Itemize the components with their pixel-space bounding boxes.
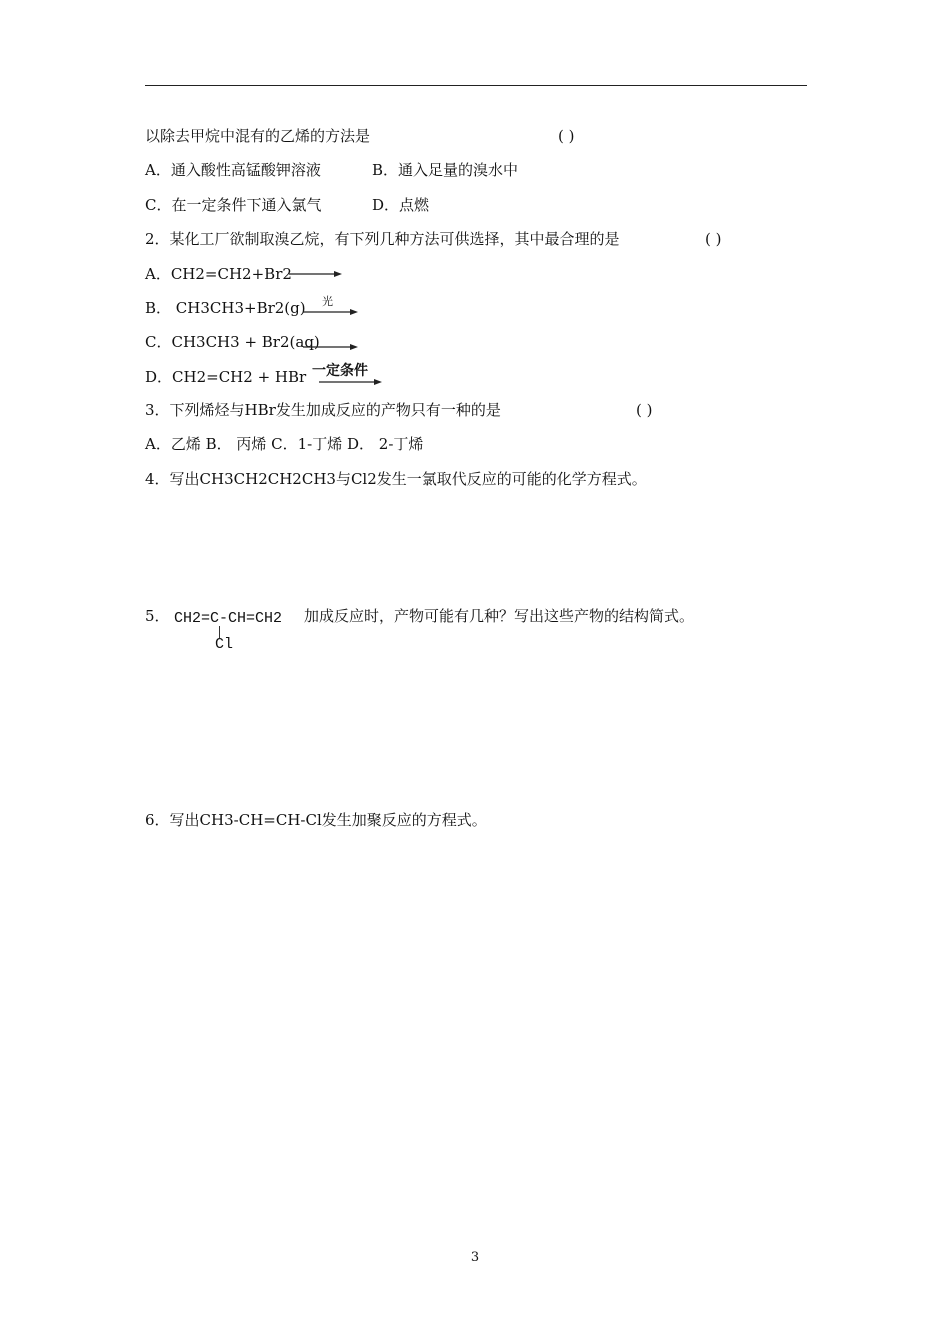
q1-answer-paren: ( ): [558, 127, 575, 145]
q2-option-b-arrow: [302, 306, 360, 318]
page-number: 3: [470, 1250, 480, 1265]
q1-option-c: C．在一定条件下通入氯气: [145, 196, 322, 214]
q6-stem: 6．写出CH3-CH=CH-Cl发生加聚反应的方程式。: [145, 811, 487, 829]
q2-option-c-arrow: [302, 341, 360, 353]
q5-stem: 加成反应时，产物可能有几种？写出这些产物的结构简式。: [304, 607, 695, 625]
q3-stem: 3．下列烯烃与HBr发生加成反应的产物只有一种的是: [145, 401, 501, 419]
q5-number: 5．: [145, 607, 170, 625]
q1-option-d: D．点燃: [372, 196, 430, 214]
q2-stem: 2．某化工厂欲制取溴乙烷，有下列几种方法可供选择，其中最合理的是: [145, 230, 620, 248]
q2-option-c: C．CH3CH3 + Br2(aq): [145, 333, 320, 351]
q3-options: A．乙烯 B． 丙烯 C．1-丁烯 D． 2-丁烯: [145, 435, 424, 453]
q1-option-b: B．通入足量的溴水中: [372, 161, 519, 179]
q2-option-d-condition: 一定条件: [312, 363, 368, 379]
q2-option-a-arrow: [288, 268, 344, 280]
header-rule: [145, 85, 807, 86]
q5-structure-substituent: Cl: [215, 636, 234, 653]
q2-option-a: A．CH2=CH2+Br2: [145, 265, 292, 283]
q2-answer-paren: ( ): [705, 230, 722, 248]
q2-option-d-arrow: [318, 376, 384, 388]
q2-option-b: B． CH3CH3+Br2(g): [145, 299, 306, 317]
q3-answer-paren: ( ): [636, 401, 653, 419]
q4-stem: 4．写出CH3CH2CH2CH3与Cl2发生一氯取代反应的可能的化学方程式。: [145, 470, 647, 488]
q2-option-d: D．CH2=CH2 + HBr: [145, 368, 307, 386]
q1-option-a: A．通入酸性高锰酸钾溶液: [145, 161, 321, 179]
q1-stem: 以除去甲烷中混有的乙烯的方法是: [145, 127, 371, 145]
q2-option-b-condition: 光: [322, 295, 333, 308]
q5-structure-formula: CH2=C-CH=CH2: [174, 610, 283, 627]
